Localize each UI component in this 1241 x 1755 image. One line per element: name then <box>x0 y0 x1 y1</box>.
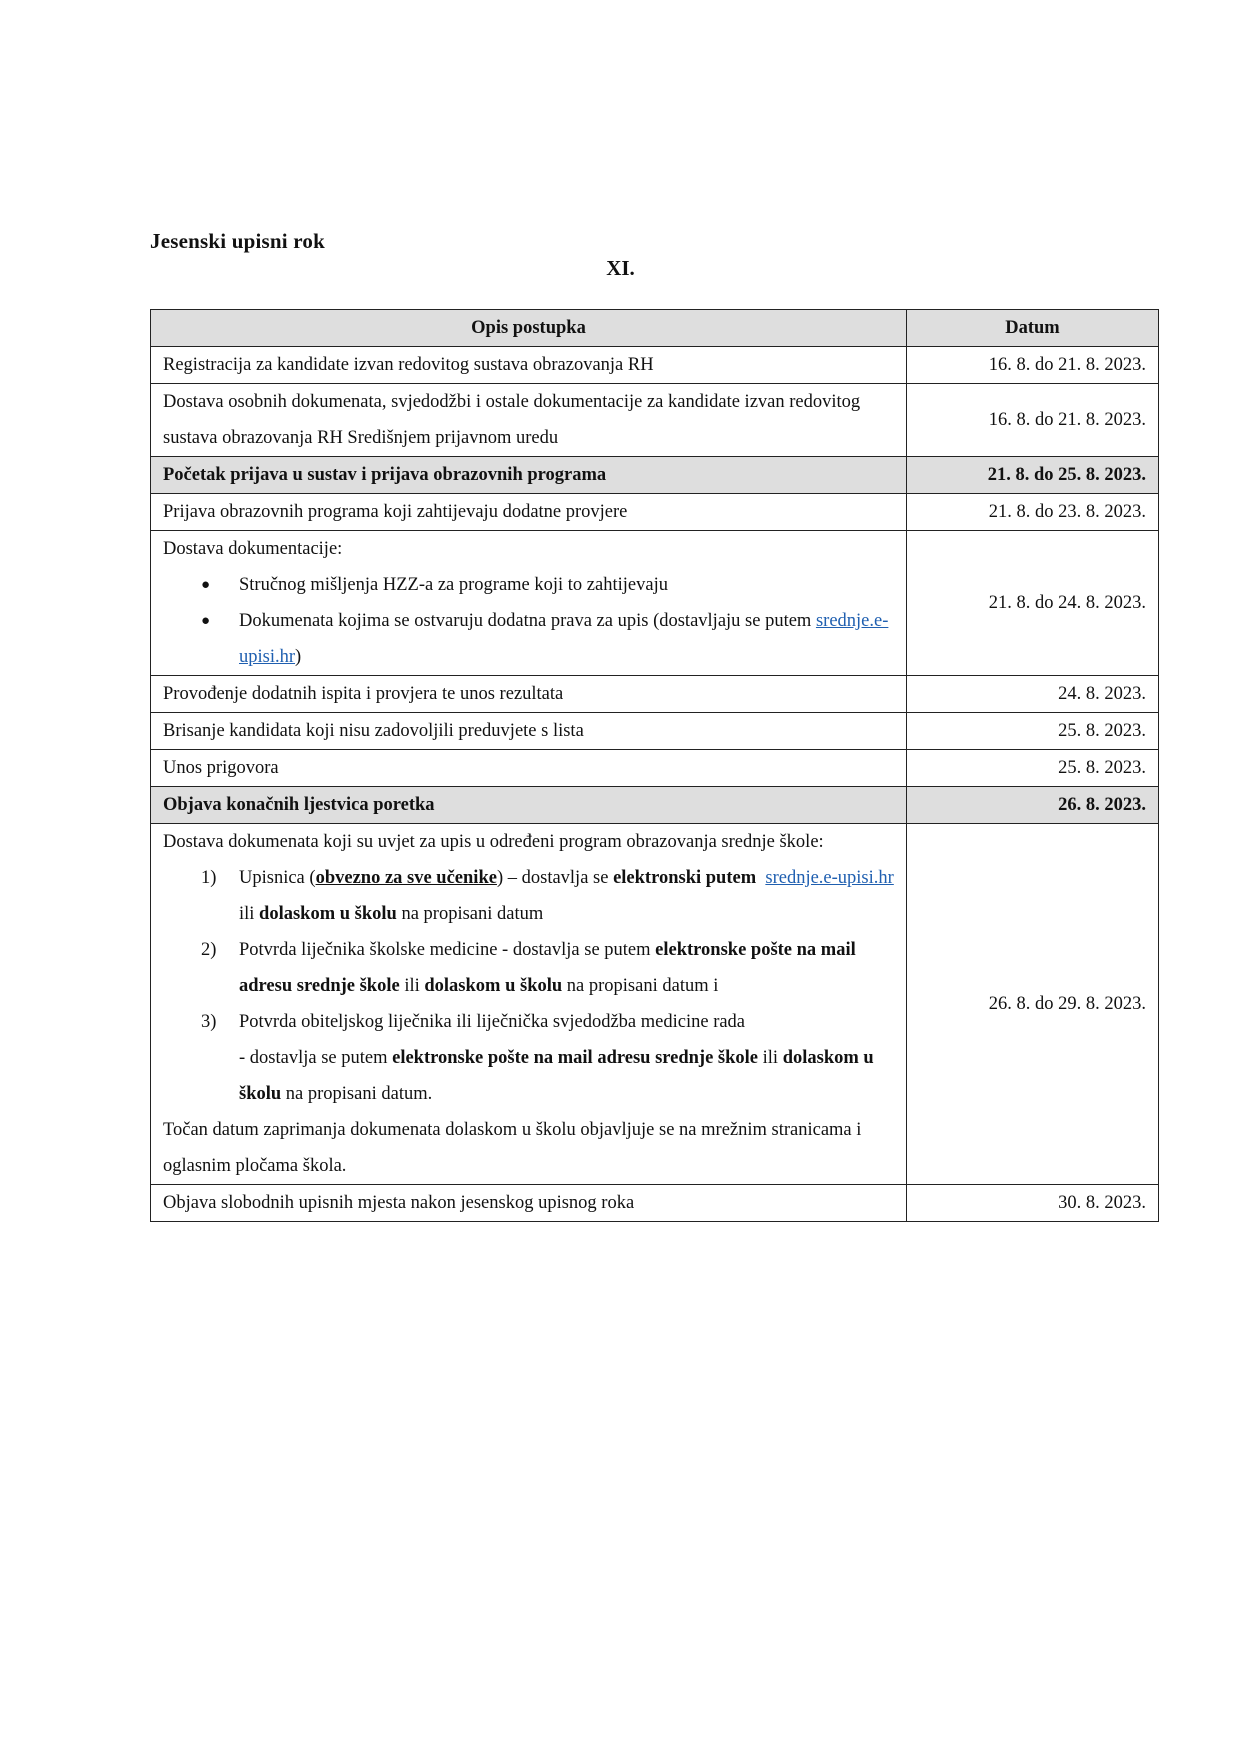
list-item-text: ili <box>239 904 255 924</box>
row-description: Objava slobodnih upisnih mjesta nakon jesenskog upisnog roka <box>151 1185 907 1222</box>
row-description: Brisanje kandidata koji nisu zadovoljili preduvjete s lista <box>151 713 907 750</box>
e-upisi-link[interactable]: srednje.e-upisi.hr <box>765 868 894 888</box>
row-date: 21. 8. do 24. 8. 2023. <box>907 531 1159 676</box>
row-description <box>151 824 907 1185</box>
table-row <box>151 384 1159 457</box>
list-item-text: na propisani datum i <box>562 976 719 996</box>
list-item-number: 3) <box>201 1012 217 1032</box>
e-upisi-link[interactable]: srednje.e-upisi.hr <box>239 611 889 667</box>
section-number: XI. <box>606 256 635 280</box>
list-item-emphasis: elektronske pošte na mail adresu srednje škole <box>392 1048 759 1068</box>
list-item-text: Potvrda obiteljskog liječnika ili liječnička svjedodžba medicine rada <box>239 1012 746 1032</box>
list-item <box>163 603 894 675</box>
row-date: 26. 8. 2023. <box>907 787 1159 824</box>
list-item-emphasis: elektronske pošte na mail adresu srednje škole <box>239 940 856 996</box>
column-header-description: Opis postupka <box>151 310 907 347</box>
list-item-text: ) <box>295 647 302 667</box>
table-row <box>151 824 1159 1185</box>
list-item-text: na propisani datum. <box>281 1084 433 1104</box>
row-date: 25. 8. 2023. <box>907 713 1159 750</box>
list-item-emphasis: elektronski putem <box>613 868 757 888</box>
documentation-intro: Dostava dokumentacije: <box>163 539 343 559</box>
list-item-text: Upisnica ( <box>239 868 316 888</box>
list-item-text: Dokumenata kojima se ostvaruju dodatna prava za upis (dostavljaju se putem <box>239 611 816 631</box>
list-item-text: Stručnog mišljenja HZZ-a za programe koji to zahtijevaju <box>239 575 668 595</box>
list-item <box>163 567 894 603</box>
list-item-emphasis: dolaskom u školu <box>259 904 397 924</box>
list-item-text: ili <box>399 976 425 996</box>
row-date: 16. 8. do 21. 8. 2023. <box>907 384 1159 457</box>
table-row-highlighted <box>151 457 1159 494</box>
table-row <box>151 750 1159 787</box>
table-row <box>151 676 1159 713</box>
row-description: Prijava obrazovnih programa koji zahtijevaju dodatne provjere <box>151 494 907 531</box>
table-row-highlighted <box>151 787 1159 824</box>
row-description: Provođenje dodatnih ispita i provjera te unos rezultata <box>151 676 907 713</box>
row-date: 25. 8. 2023. <box>907 750 1159 787</box>
list-item <box>163 1004 894 1112</box>
list-item-emphasis: dolaskom u školu <box>424 976 563 996</box>
list-item-number: 1) <box>201 868 217 888</box>
table-row <box>151 347 1159 384</box>
documents-intro: Dostava dokumenata koji su uvjet za upis u određeni program obrazovanja srednje škole: <box>163 832 824 852</box>
list-item-text: - dostavlja se putem <box>239 1048 393 1068</box>
table-row <box>151 531 1159 676</box>
row-description: Unos prigovora <box>151 750 907 787</box>
row-description: Početak prijava u sustav i prijava obrazovnih programa <box>151 457 907 494</box>
list-item <box>163 860 894 932</box>
section-heading: Jesenski upisni rok <box>150 229 325 253</box>
documentation-list <box>163 567 894 675</box>
list-item <box>163 932 894 1004</box>
table-header-row <box>151 310 1159 347</box>
list-item-number: 2) <box>201 940 217 960</box>
list-item-emphasis: dolaskom u školu <box>239 1048 874 1104</box>
table-row <box>151 494 1159 531</box>
list-item-text: Potvrda liječnika školske medicine - dostavlja se putem <box>239 940 656 960</box>
documents-list <box>163 860 894 1112</box>
row-date: 16. 8. do 21. 8. 2023. <box>907 347 1159 384</box>
documents-outro: Točan datum zaprimanja dokumenata dolaskom u školu objavljuje se na mrežnim stranicama i oglasnim pločama škola. <box>163 1120 862 1176</box>
list-item-text: na propisani datum <box>396 904 544 924</box>
row-date: 26. 8. do 29. 8. 2023. <box>907 824 1159 1185</box>
column-header-date: Datum <box>907 310 1159 347</box>
row-description <box>151 531 907 676</box>
row-date: 21. 8. do 25. 8. 2023. <box>907 457 1159 494</box>
list-item-text: ) – dostavlja se <box>496 868 614 888</box>
row-description: Objava konačnih ljestvica poretka <box>151 787 907 824</box>
list-item-emphasis: obvezno za sve učenike <box>315 868 497 888</box>
row-date: 30. 8. 2023. <box>907 1185 1159 1222</box>
table-row <box>151 713 1159 750</box>
table-row <box>151 1185 1159 1222</box>
list-item-text: ili <box>758 1048 783 1068</box>
row-description: Dostava osobnih dokumenata, svjedodžbi i ostale dokumentacije za kandidate izvan redovitog sustava obrazovanja RH Središnjem prijavnom uredu <box>151 384 907 457</box>
row-date: 21. 8. do 23. 8. 2023. <box>907 494 1159 531</box>
row-date: 24. 8. 2023. <box>907 676 1159 713</box>
row-description: Registracija za kandidate izvan redovitog sustava obrazovanja RH <box>151 347 907 384</box>
schedule-table <box>150 309 1159 1222</box>
